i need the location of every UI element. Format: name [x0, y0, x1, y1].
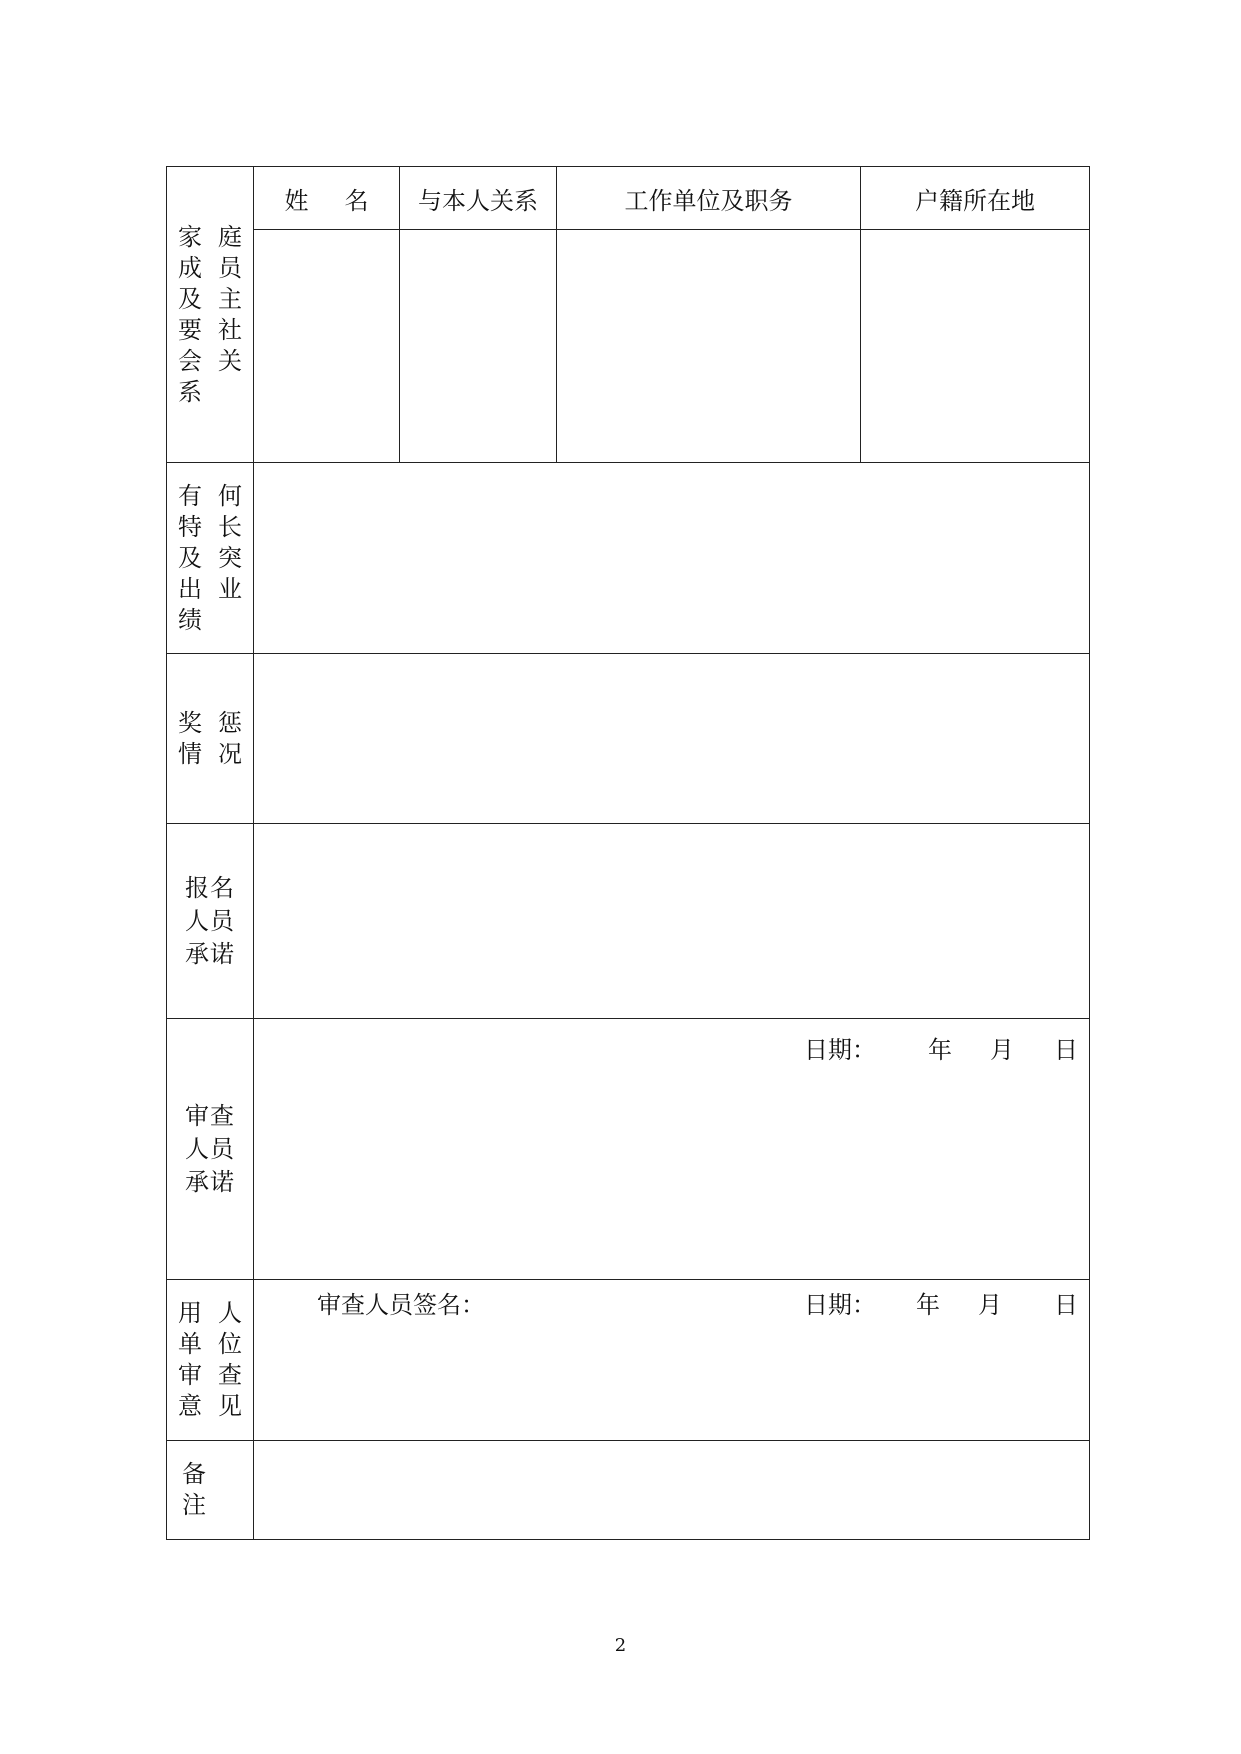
label-char: 况 [218, 739, 242, 768]
label-char: 惩 [218, 708, 242, 737]
label-char: 及 [178, 284, 202, 313]
label-line: 报名 [185, 873, 235, 902]
registration-form-table [166, 166, 1090, 1540]
label-char: 家 [178, 222, 202, 251]
label-line: 承诺 [185, 939, 235, 968]
label-char: 突 [218, 543, 242, 572]
applicant-date-line [804, 1030, 1094, 1064]
day-label: 日 [1054, 1291, 1078, 1319]
label-char: 意 [178, 1392, 202, 1420]
label-line: 人员 [185, 1134, 235, 1163]
label-char: 及 [178, 543, 202, 572]
label-line: 审查 [185, 1101, 235, 1130]
reviewer-signature-label: 审查人员签名： [317, 1291, 485, 1319]
remarks-input[interactable] [254, 1441, 1090, 1540]
applicant-pledge-area[interactable] [254, 824, 1090, 1064]
label-line: 人员 [185, 906, 235, 935]
reviewer-date-line [804, 1285, 1094, 1319]
label-char: 查 [218, 1361, 242, 1389]
family-section-label [167, 167, 254, 463]
remarks-label [167, 1441, 254, 1540]
label-char: 关 [218, 346, 242, 375]
label-char: 人 [218, 1299, 242, 1327]
label-char: 系 [178, 377, 202, 406]
family-relation-input[interactable] [400, 230, 557, 463]
family-work-input[interactable] [557, 230, 861, 463]
residence-column-header: 户籍所在地 [861, 167, 1090, 230]
label-char: 会 [178, 346, 202, 375]
label-char: 特 [178, 512, 202, 541]
year-label: 年 [916, 1291, 940, 1319]
label-char: 社 [218, 315, 242, 344]
specialty-input[interactable] [254, 463, 1090, 654]
label-char: 备 [182, 1460, 206, 1488]
year-label: 年 [928, 1036, 952, 1064]
label-char: 单 [178, 1330, 202, 1358]
label-char: 主 [218, 284, 242, 313]
label-line: 承诺 [185, 1167, 235, 1196]
awards-section-label [167, 654, 254, 824]
name-header-char: 名 [344, 186, 369, 215]
label-char: 员 [218, 253, 242, 282]
label-char: 绩 [178, 605, 202, 634]
work-column-header: 工作单位及职务 [557, 167, 861, 230]
label-char: 业 [218, 574, 242, 603]
name-header-char: 姓 [284, 186, 309, 215]
relation-column-header: 与本人关系 [400, 167, 557, 230]
label-char: 注 [182, 1491, 206, 1519]
employer-opinion-label [167, 1280, 254, 1441]
label-char: 要 [178, 315, 202, 344]
day-label: 日 [1054, 1036, 1078, 1064]
reviewer-pledge-label [167, 1019, 254, 1280]
label-char: 奖 [178, 708, 202, 737]
month-label: 月 [990, 1036, 1014, 1064]
label-char: 审 [178, 1361, 202, 1389]
date-label: 日期： [804, 1036, 876, 1064]
awards-input[interactable] [254, 654, 1090, 824]
label-char: 用 [178, 1299, 202, 1327]
page-number: 2 [614, 1635, 627, 1656]
name-column-header [254, 167, 400, 230]
applicant-pledge-label [167, 824, 254, 1019]
family-residence-input[interactable] [861, 230, 1090, 463]
label-char: 长 [218, 512, 242, 541]
specialty-section-label [167, 463, 254, 654]
label-char: 何 [218, 481, 242, 510]
date-label: 日期： [804, 1291, 876, 1319]
label-char: 情 [178, 739, 202, 768]
label-char: 出 [178, 574, 202, 603]
label-char: 见 [218, 1392, 242, 1420]
month-label: 月 [978, 1291, 1002, 1319]
family-name-input[interactable] [254, 230, 400, 463]
label-char: 庭 [218, 222, 242, 251]
label-char: 成 [178, 253, 202, 282]
label-char: 位 [218, 1330, 242, 1358]
label-char: 有 [178, 481, 202, 510]
